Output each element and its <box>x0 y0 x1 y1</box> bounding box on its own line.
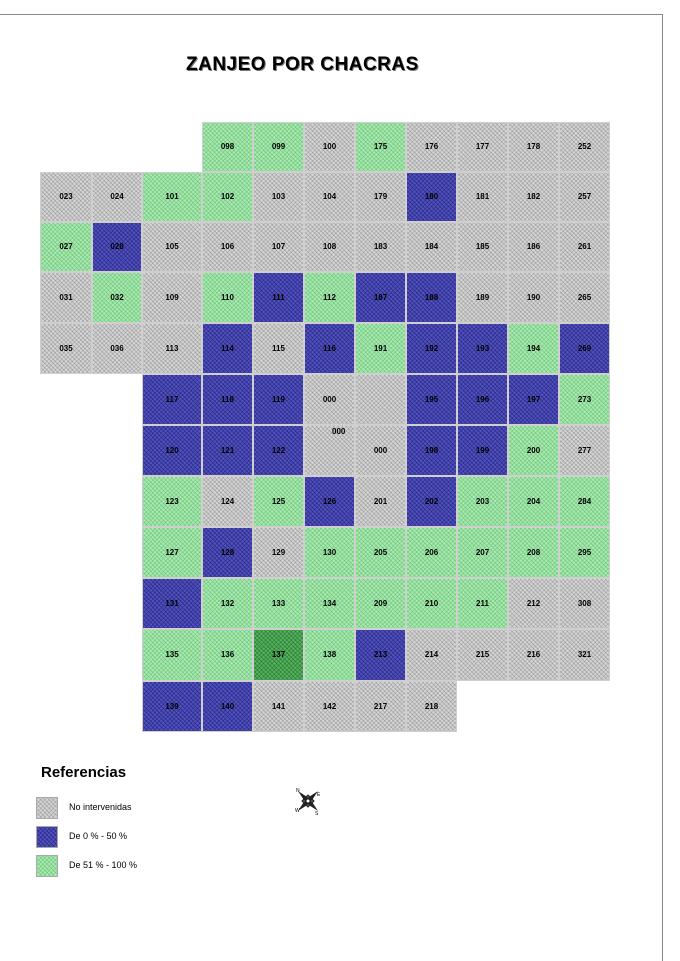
chacra-140 <box>202 681 253 732</box>
chacra-191 <box>355 323 406 374</box>
chacra-label: 273 <box>577 394 592 404</box>
chacra-215 <box>457 629 508 681</box>
chacra-label: 028 <box>110 242 124 251</box>
chacra-202 <box>406 476 457 527</box>
chacra-label: 136 <box>220 650 235 659</box>
chacra-105 <box>142 222 202 272</box>
chacra-label: 185 <box>475 242 490 251</box>
chacra-028 <box>92 222 142 272</box>
chacra-111 <box>253 272 304 323</box>
chacra-177 <box>457 122 508 172</box>
legend-swatch-low <box>36 826 58 848</box>
chacra-label: 175 <box>373 142 388 151</box>
chacra-label: 112 <box>323 292 336 302</box>
chacra-label: 118 <box>221 394 234 404</box>
chacra-035 <box>40 323 92 374</box>
chacra-urban-56 <box>355 374 406 425</box>
chacra-label: 284 <box>577 496 592 506</box>
chacra-273 <box>559 374 610 425</box>
legend-title: Referencias <box>41 764 127 781</box>
chacra-label: 032 <box>110 292 124 302</box>
chacra-032 <box>92 272 142 323</box>
chacra-197 <box>508 374 559 425</box>
chacra-label: 098 <box>220 142 235 151</box>
chacra-label: 214 <box>424 650 439 659</box>
chacra-label: 252 <box>577 142 592 151</box>
chacra-277 <box>559 425 610 476</box>
chacra-206 <box>406 527 457 578</box>
chacra-101 <box>142 172 202 222</box>
chacra-label: 125 <box>271 496 286 506</box>
chacra-label: 308 <box>577 598 592 608</box>
chacra-label: 024 <box>110 192 124 201</box>
compass-letter: W <box>295 808 300 814</box>
chacra-label: 213 <box>373 650 388 659</box>
compass-rose-svg <box>290 783 326 819</box>
chacra-265 <box>559 272 610 323</box>
chacra-098 <box>202 122 253 172</box>
chacra-label: 135 <box>165 650 179 659</box>
chacra-label: 202 <box>424 496 439 506</box>
chacra-label: 102 <box>220 192 235 201</box>
chacra-190 <box>508 272 559 323</box>
chacra-194 <box>508 323 559 374</box>
chacra-119 <box>253 374 304 425</box>
chacra-label: 211 <box>476 598 489 608</box>
chacra-label: 000 <box>322 394 337 404</box>
chacra-label: 106 <box>220 242 235 251</box>
chacra-label: 104 <box>322 192 337 201</box>
chacra-138 <box>304 629 355 681</box>
chacra-200 <box>508 425 559 476</box>
chacra-212 <box>508 578 559 629</box>
chacra-142 <box>304 681 355 732</box>
chacra-000 <box>304 374 355 425</box>
chacra-label: 195 <box>424 394 439 404</box>
chacra-031 <box>40 272 92 323</box>
chacra-label: 218 <box>424 701 439 711</box>
chacra-label: 199 <box>475 445 490 455</box>
chacra-label: 036 <box>110 343 124 353</box>
chacra-199 <box>457 425 508 476</box>
chacra-label: 127 <box>165 547 179 557</box>
chacra-label: 131 <box>165 598 179 608</box>
chacra-label: 257 <box>577 192 592 201</box>
chacra-023 <box>40 172 92 222</box>
chacra-label: 103 <box>271 192 286 201</box>
chacra-269 <box>559 323 610 374</box>
chacra-label: 190 <box>526 292 541 302</box>
chacra-205 <box>355 527 406 578</box>
frame-right-border <box>662 14 663 961</box>
chacra-133 <box>253 578 304 629</box>
chacra-208 <box>508 527 559 578</box>
chacra-label: 101 <box>165 192 179 201</box>
chacra-103 <box>253 172 304 222</box>
chacra-label: 132 <box>220 598 235 608</box>
chacra-label: 137 <box>271 650 286 659</box>
chacra-216 <box>508 629 559 681</box>
chacra-027 <box>40 222 92 272</box>
chacra-196 <box>457 374 508 425</box>
chacra-label: 129 <box>271 547 286 557</box>
chacra-204 <box>508 476 559 527</box>
chacra-127 <box>142 527 202 578</box>
chacra-104 <box>304 172 355 222</box>
chacra-189 <box>457 272 508 323</box>
chacra-175 <box>355 122 406 172</box>
chacra-126 <box>304 476 355 527</box>
chacra-284 <box>559 476 610 527</box>
legend-label: No intervenidas <box>69 802 132 812</box>
chacra-label: 111 <box>272 292 285 302</box>
chacra-135 <box>142 629 202 681</box>
center-label: 000 <box>332 427 346 436</box>
chacra-label: 122 <box>271 445 286 455</box>
chacra-124 <box>202 476 253 527</box>
chacra-label: 201 <box>373 496 388 506</box>
chacra-218 <box>406 681 457 732</box>
chacra-100 <box>304 122 355 172</box>
chacra-label: 198 <box>424 445 439 455</box>
chacra-label: 206 <box>424 547 439 557</box>
chacra-label: 186 <box>526 242 541 251</box>
legend-swatch-none <box>36 797 58 819</box>
chacra-132 <box>202 578 253 629</box>
chacra-179 <box>355 172 406 222</box>
chacra-108 <box>304 222 355 272</box>
chacra-183 <box>355 222 406 272</box>
chacra-121 <box>202 425 253 476</box>
map-title: ZANJEO POR CHACRAS <box>186 54 419 75</box>
chacra-label: 184 <box>424 242 439 251</box>
chacra-000 <box>355 425 406 476</box>
chacra-label: 182 <box>526 192 541 201</box>
chacra-203 <box>457 476 508 527</box>
chacra-label: 208 <box>526 547 541 557</box>
chacra-257 <box>559 172 610 222</box>
chacra-210 <box>406 578 457 629</box>
chacra-label: 113 <box>165 343 179 353</box>
chacra-185 <box>457 222 508 272</box>
chacra-label: 133 <box>271 598 286 608</box>
chacra-217 <box>355 681 406 732</box>
legend-label: De 51 % - 100 % <box>69 860 138 870</box>
chacra-198 <box>406 425 457 476</box>
compass-letter: S <box>315 811 319 817</box>
chacra-label: 209 <box>373 598 388 608</box>
chacra-107 <box>253 222 304 272</box>
chacra-label: 178 <box>526 142 541 151</box>
chacra-label: 212 <box>526 598 541 608</box>
legend-swatch-high <box>36 855 58 877</box>
chacra-139 <box>142 681 202 732</box>
compass-letter: N <box>296 788 300 794</box>
chacra-122 <box>253 425 304 476</box>
chacra-label: 179 <box>373 192 388 201</box>
chacra-label: 207 <box>475 547 490 557</box>
chacra-131 <box>142 578 202 629</box>
chacra-label: 023 <box>59 192 73 201</box>
chacra-label: 116 <box>323 343 336 353</box>
chacra-label: 107 <box>271 242 286 251</box>
chacra-036 <box>92 323 142 374</box>
chacra-116 <box>304 323 355 374</box>
chacra-label: 141 <box>271 701 286 711</box>
chacra-urban-64 <box>304 425 355 476</box>
chacra-137 <box>253 629 304 681</box>
chacra-114 <box>202 323 253 374</box>
chacra-209 <box>355 578 406 629</box>
chacra-211 <box>457 578 508 629</box>
chacra-label: 181 <box>475 192 490 201</box>
chacra-label: 126 <box>322 496 337 506</box>
chacra-213 <box>355 629 406 681</box>
chacra-120 <box>142 425 202 476</box>
chacra-192 <box>406 323 457 374</box>
chacra-182 <box>508 172 559 222</box>
chacra-label: 176 <box>424 142 439 151</box>
chacra-label: 120 <box>165 445 179 455</box>
chacra-label: 138 <box>322 650 337 659</box>
chacra-207 <box>457 527 508 578</box>
chacra-024 <box>92 172 142 222</box>
chacra-201 <box>355 476 406 527</box>
chacra-label: 196 <box>475 394 490 404</box>
compass-letter: E <box>317 792 321 798</box>
chacra-label: 216 <box>526 650 541 659</box>
chacra-118 <box>202 374 253 425</box>
chacra-label: 197 <box>526 394 541 404</box>
chacra-181 <box>457 172 508 222</box>
chacra-label: 277 <box>577 445 592 455</box>
chacra-label: 000 <box>373 445 388 455</box>
chacra-label: 183 <box>373 242 388 251</box>
legend-label: De 0 % - 50 % <box>69 831 128 841</box>
chacra-123 <box>142 476 202 527</box>
chacra-106 <box>202 222 253 272</box>
chacra-129 <box>253 527 304 578</box>
chacra-label: 100 <box>322 142 337 151</box>
chacra-label: 192 <box>424 343 439 353</box>
chacra-178 <box>508 122 559 172</box>
chacra-186 <box>508 222 559 272</box>
chacra-label: 261 <box>577 242 592 251</box>
chacra-label: 200 <box>526 445 541 455</box>
chacra-label: 123 <box>165 496 179 506</box>
chacra-193 <box>457 323 508 374</box>
chacra-label: 109 <box>165 292 179 302</box>
chacra-117 <box>142 374 202 425</box>
chacra-188 <box>406 272 457 323</box>
chacra-113 <box>142 323 202 374</box>
chacra-134 <box>304 578 355 629</box>
chacra-187 <box>355 272 406 323</box>
chacra-label: 177 <box>475 142 490 151</box>
chacra-label: 035 <box>59 343 73 353</box>
chacra-label: 110 <box>221 292 234 302</box>
chacra-102 <box>202 172 253 222</box>
frame-top-border <box>0 14 662 15</box>
chacra-label: 117 <box>165 394 179 404</box>
chacra-label: 099 <box>271 142 286 151</box>
chacra-176 <box>406 122 457 172</box>
chacra-label: 265 <box>577 292 592 302</box>
chacra-label: 115 <box>272 343 285 353</box>
chacra-252 <box>559 122 610 172</box>
chacra-label: 189 <box>475 292 490 302</box>
chacra-label: 114 <box>221 343 234 353</box>
chacra-label: 191 <box>373 343 388 353</box>
chacra-label: 204 <box>526 496 541 506</box>
chacra-label: 134 <box>322 598 337 608</box>
chacra-141 <box>253 681 304 732</box>
chacra-label: 187 <box>373 292 388 302</box>
chacra-label: 194 <box>526 343 541 353</box>
chacra-label: 119 <box>272 394 285 404</box>
chacra-label: 027 <box>59 242 73 251</box>
chacra-214 <box>406 629 457 681</box>
chacra-label: 205 <box>373 547 388 557</box>
chacra-label: 142 <box>322 701 337 711</box>
chacra-128 <box>202 527 253 578</box>
chacra-label: 124 <box>220 496 235 506</box>
chacra-label: 139 <box>165 701 179 711</box>
chacra-label: 128 <box>220 547 235 557</box>
chacra-109 <box>142 272 202 323</box>
chacra-180 <box>406 172 457 222</box>
chacra-label: 193 <box>475 343 490 353</box>
chacra-label: 295 <box>577 547 592 557</box>
chacra-136 <box>202 629 253 681</box>
chacra-195 <box>406 374 457 425</box>
chacra-295 <box>559 527 610 578</box>
chacra-label: 188 <box>424 292 439 302</box>
chacra-321 <box>559 629 610 681</box>
chacra-110 <box>202 272 253 323</box>
chacra-308 <box>559 578 610 629</box>
chacra-115 <box>253 323 304 374</box>
chacra-261 <box>559 222 610 272</box>
chacra-label: 210 <box>424 598 439 608</box>
chacra-099 <box>253 122 304 172</box>
compass-rose-icon <box>290 783 326 819</box>
chacra-label: 215 <box>475 650 490 659</box>
chacra-label: 180 <box>424 192 439 201</box>
chacra-184 <box>406 222 457 272</box>
chacra-label: 108 <box>322 242 337 251</box>
chacra-130 <box>304 527 355 578</box>
chacra-112 <box>304 272 355 323</box>
chacra-label: 321 <box>577 650 592 659</box>
chacra-label: 130 <box>322 547 337 557</box>
chacra-label: 105 <box>165 242 179 251</box>
chacra-label: 203 <box>475 496 490 506</box>
chacra-label: 269 <box>577 343 592 353</box>
chacra-label: 217 <box>373 701 388 711</box>
chacra-125 <box>253 476 304 527</box>
chacra-label: 031 <box>59 292 73 302</box>
chacra-label: 121 <box>220 445 235 455</box>
chacra-label: 140 <box>220 701 235 711</box>
